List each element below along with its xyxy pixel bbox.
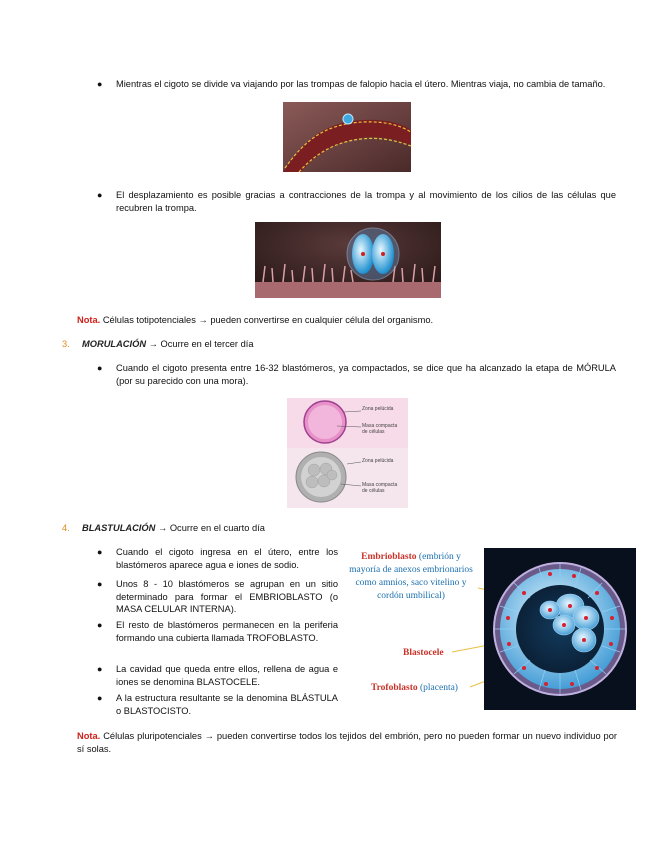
- figure-label: Zona pelúcida: [362, 458, 394, 464]
- section-subtitle: → Ocurre en el tercer día: [148, 339, 254, 349]
- bullet-text: A la estructura resultante se la denomina BLÁSTULA o BLASTOCISTO.: [116, 693, 338, 716]
- section-number: 4.: [62, 523, 70, 533]
- section-title: MORULACIÓN: [82, 339, 147, 349]
- note-totipotent: [77, 314, 433, 326]
- bullet-text: Cuando el cigoto ingresa en el útero, entre los blastómeros aparece agua e iones de sodio.: [116, 547, 338, 570]
- note-label: Nota.: [77, 731, 101, 741]
- embrioblasto-label: Embrioblasto (embrión y mayoría de anexos embrionarios como amnios, saco vitelino y cordón umbilical): [349, 552, 473, 601]
- bullet-icon: ●: [97, 620, 103, 630]
- bullet-text: El desplazamiento es posible gracias a contracciones de la trompa y al movimiento de los cilios de las células que recubren la trompa.: [116, 190, 616, 213]
- blastocyst-image: [484, 548, 636, 710]
- bullet-text: Mientras el cigoto se divide va viajando por las trompas de falopio hacia el útero. Mientras viaja, no cambia de tamaño.: [116, 79, 606, 89]
- section-number: 3.: [62, 339, 70, 349]
- bullet-text: El resto de blastómeros permanecen en la periferia formando una cubierta llamada TROFOBLASTO.: [116, 620, 338, 643]
- bullet-text: La cavidad que queda entre ellos, rellena de agua e iones se denomina BLASTOCELE.: [116, 664, 338, 687]
- note-text: Células totipotenciales → pueden convertirse en cualquier célula del organismo.: [102, 315, 434, 325]
- bullet-icon: ●: [97, 79, 103, 89]
- figure-label: Zona pelúcida: [362, 406, 394, 412]
- note-label: Nota.: [77, 315, 101, 325]
- bullet-text: Cuando el cigoto presenta entre 16-32 blastómeros, ya compactados, se dice que ha alcanzado la etapa de MÓRULA (por su parecido con una mora).: [116, 363, 616, 386]
- section-title: BLASTULACIÓN: [82, 523, 156, 533]
- note-pluripotent: [77, 730, 617, 755]
- section-subtitle: → Ocurre en el cuarto día: [157, 523, 265, 533]
- fallopian-tube-image: [283, 102, 411, 172]
- bullet-icon: ●: [97, 190, 103, 200]
- blastocele-label: Blastocele: [403, 648, 444, 658]
- bullet-icon: ●: [97, 363, 103, 373]
- cilia-image: [255, 222, 441, 298]
- morula-figure: [287, 398, 408, 508]
- figure-label: Masa compacta de células: [362, 423, 398, 435]
- bullet-icon: ●: [97, 579, 103, 589]
- figure-label: Masa compacta de células: [362, 482, 398, 494]
- note-text: Células pluripotenciales → pueden convertirse todos los tejidos del embrión, pero no pueden formar un nuevo individuo por sí solas.: [77, 731, 617, 754]
- bullet-icon: ●: [97, 664, 103, 674]
- bullet-icon: ●: [97, 547, 103, 557]
- trofoblasto-label: Trofoblasto (placenta): [371, 683, 458, 693]
- bullet-icon: ●: [97, 693, 103, 703]
- bullet-text: Unos 8 - 10 blastómeros se agrupan en un sitio determinado para formar el EMBRIOBLASTO (o MASA CELULAR INTERNA).: [116, 579, 338, 614]
